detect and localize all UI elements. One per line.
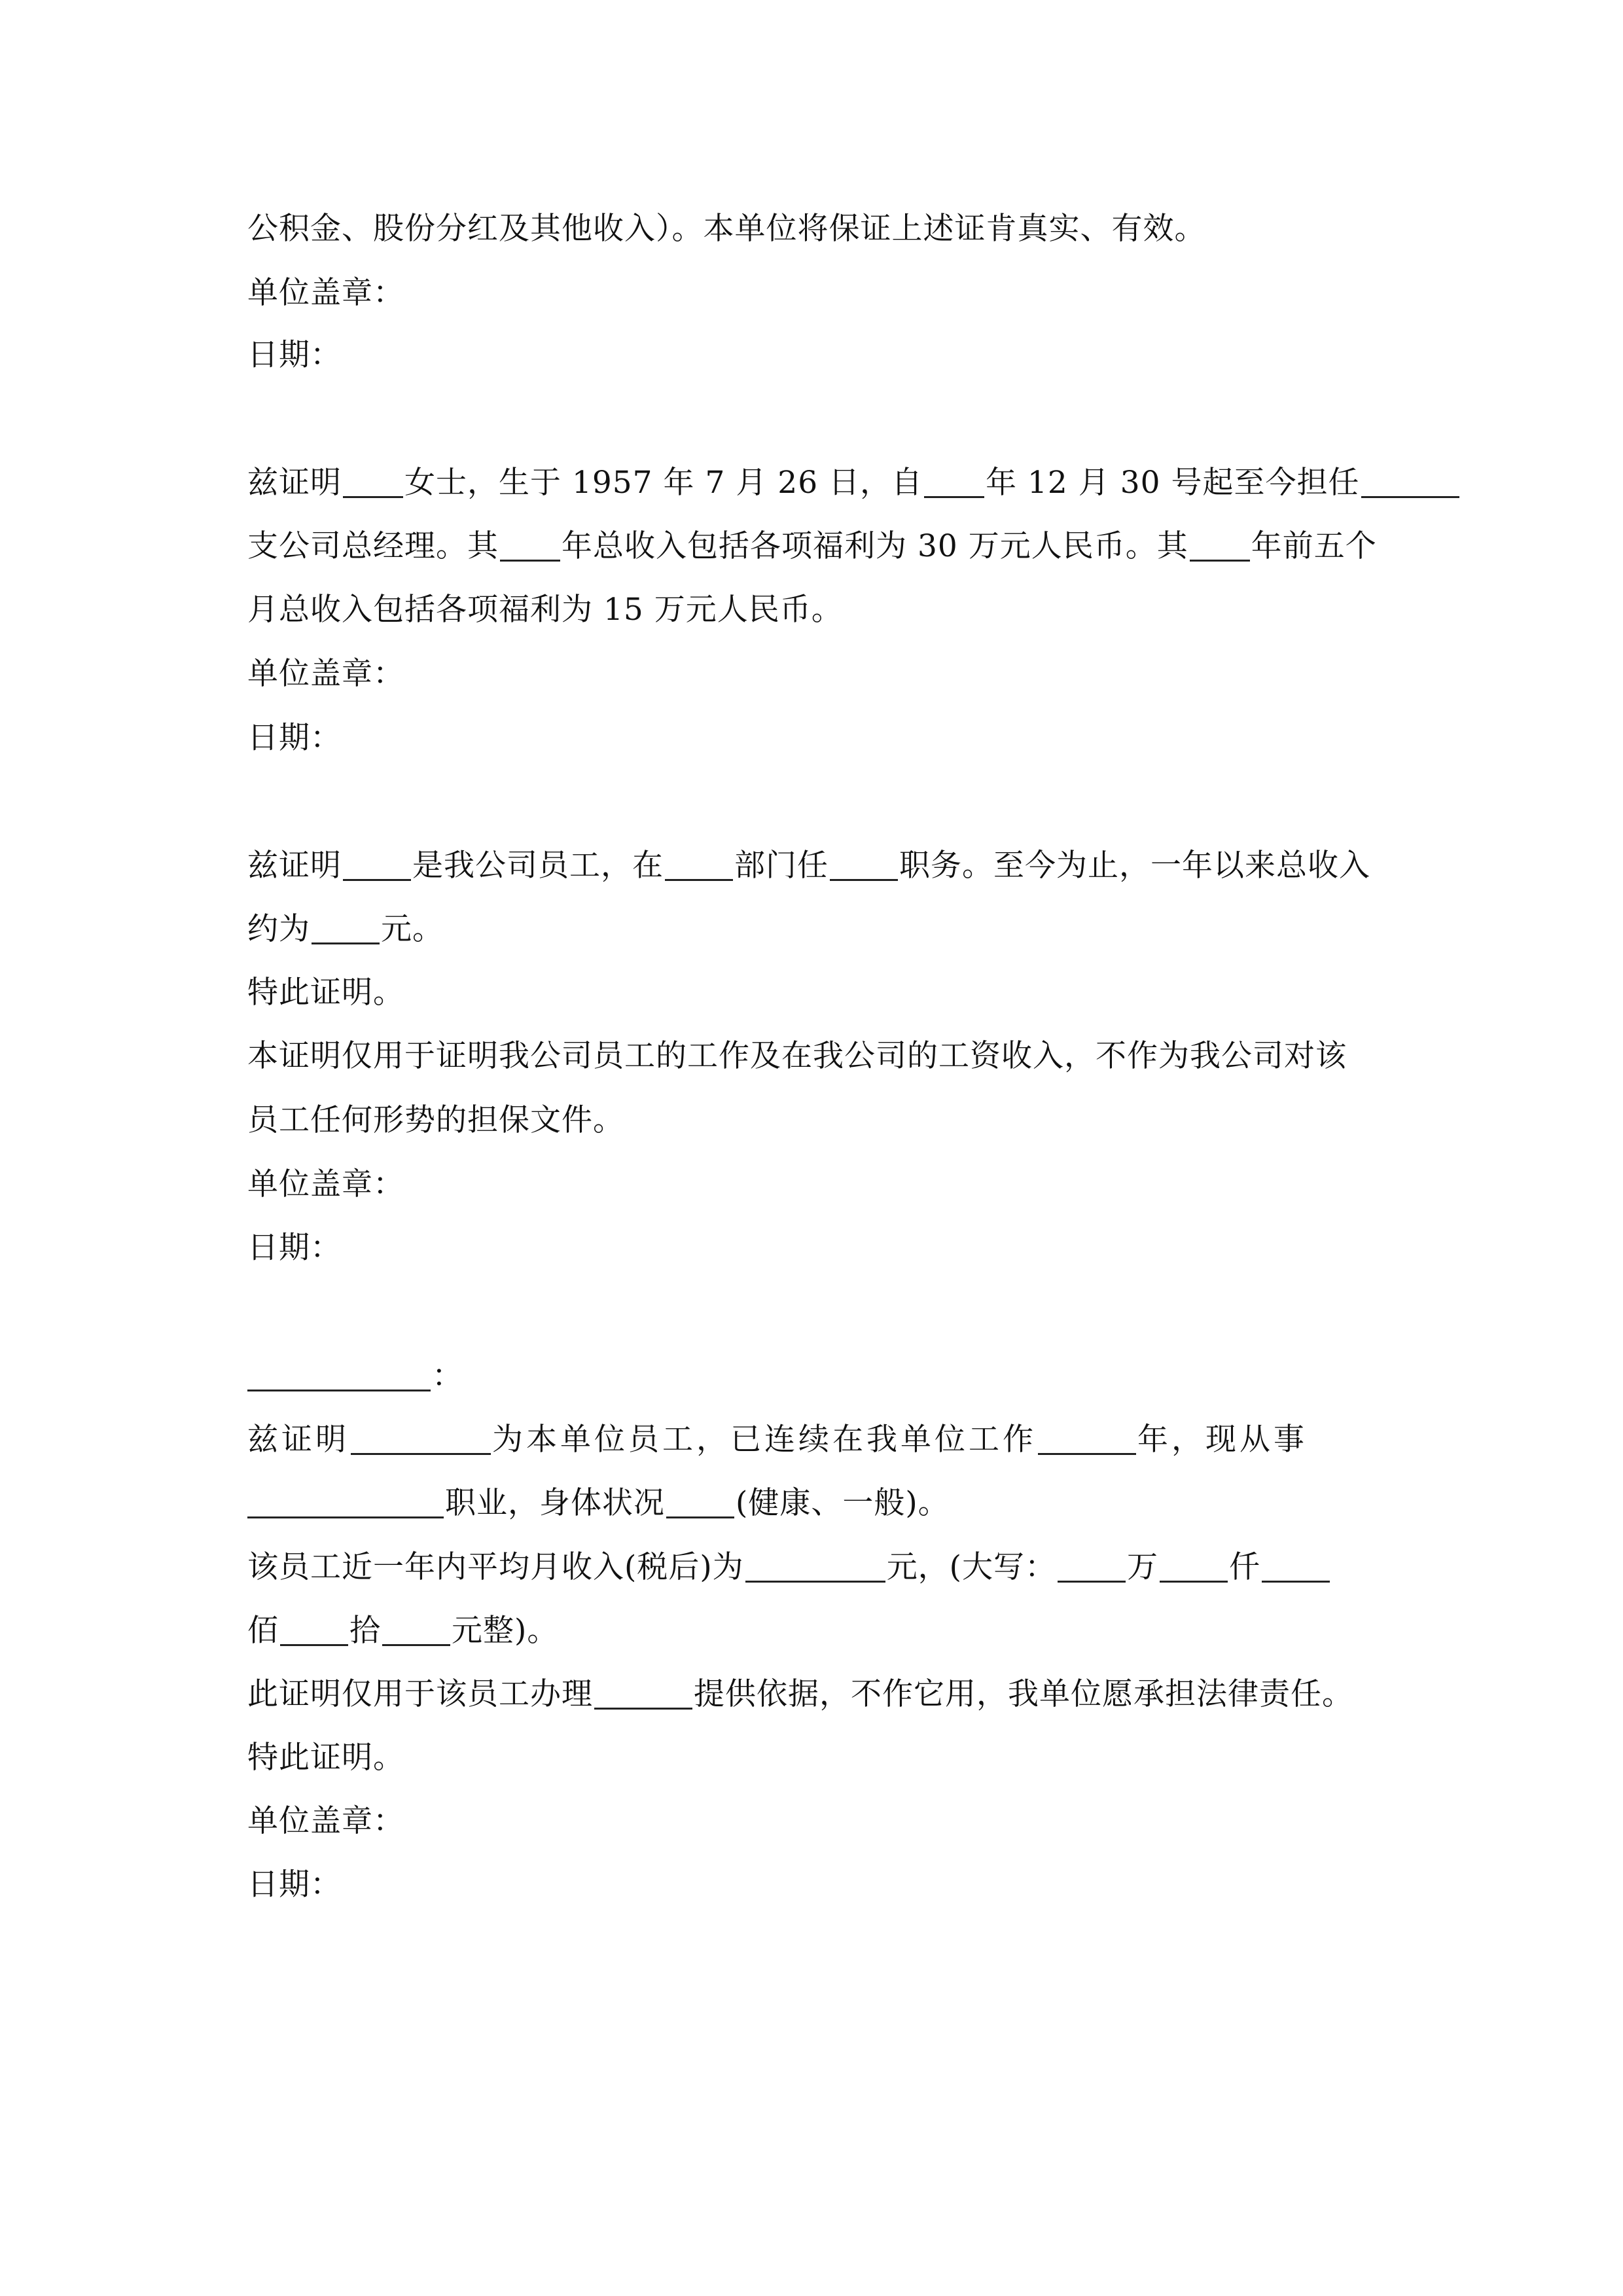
cert2-text: 兹证明 (247, 848, 342, 884)
cert1-line3 (247, 584, 1399, 636)
intro-paragraph (247, 203, 1399, 255)
blank-field (924, 465, 984, 498)
cert3-text: 元整)。 (452, 1613, 559, 1649)
cert1-text: 兹证明 (247, 465, 342, 501)
five-month-income: 15 (603, 592, 644, 628)
cert2-line4 (247, 1030, 1399, 1083)
cert2-text: 部门任 (734, 848, 829, 884)
start-day: 30 (1120, 465, 1161, 501)
cert2-line3 (247, 967, 1399, 1019)
cert1-text: 万元人民币。其 (968, 528, 1188, 564)
cert1-text: 号起至今担任 (1171, 465, 1360, 501)
cert3-seal-line (247, 1795, 1399, 1848)
cert1-text: 年总收入包括各项福利为 (562, 528, 907, 564)
cert1-text: 女士，生于 (404, 465, 562, 501)
cert3-line3 (247, 1541, 1399, 1594)
cert3-date-line (247, 1859, 1399, 1911)
cert1-seal-line (247, 648, 1399, 700)
blank-field (665, 848, 733, 881)
cert3-text: 为本单位员工，已连续在我单位工作 (492, 1422, 1037, 1458)
birth-month: 7 (705, 465, 726, 501)
blank-field (1190, 529, 1250, 562)
seal-label: 单位盖章： (247, 1803, 404, 1839)
blank-field (1361, 465, 1459, 498)
cert3-text: 仟 (1229, 1549, 1261, 1585)
cert3-text: 元，(大写： (886, 1549, 1057, 1585)
cert3-text: 特此证明。 (247, 1740, 404, 1776)
cert3-line2 (247, 1477, 1399, 1530)
cert3-text: (健康、一般)。 (736, 1485, 950, 1521)
date-label: 日期： (247, 1230, 342, 1266)
cert3-text: 佰 (247, 1613, 279, 1649)
cert1-text: 年前五个 (1251, 528, 1377, 564)
cert2-date-line (247, 1222, 1399, 1274)
cert1-line2 (247, 520, 1399, 573)
cert2-text: 员工任何形势的担保文件。 (247, 1102, 624, 1138)
cert3-text: 兹证明 (247, 1422, 349, 1458)
date-label: 日期： (247, 720, 342, 756)
cert1-text: 日，自 (829, 465, 923, 501)
blank-field (745, 1550, 885, 1583)
blank-field (594, 1677, 692, 1710)
cert3-text: 该员工近一年内平均月收入(税后)为 (247, 1549, 744, 1585)
cert3-addressee-line (247, 1350, 1399, 1403)
cert1-text: 万元人民币。 (654, 592, 843, 628)
blank-field (343, 848, 411, 881)
intro-text: 公积金、股份分红及其他收入）。本单位将保证上述证肯真实、有效。 (247, 211, 1206, 247)
cert2-text: 本证明仅用于证明我公司员工的工作及在我公司的工资收入，不作为我公司对该 (247, 1038, 1347, 1074)
blank-field (666, 1486, 734, 1518)
intro-seal-line (247, 267, 1399, 319)
cert3-line4 (247, 1605, 1399, 1657)
cert2-text: 元。 (381, 911, 444, 947)
birth-year: 1957 (571, 465, 653, 501)
seal-label: 单位盖章： (247, 656, 404, 692)
cert3-text: 拾 (349, 1613, 381, 1649)
cert2-text: 是我公司员工，在 (412, 848, 664, 884)
intro-date-line (247, 329, 1399, 382)
cert1-date-line (247, 712, 1399, 764)
blank-field (1262, 1550, 1330, 1583)
cert2-text: 特此证明。 (247, 975, 404, 1011)
cert2-seal-line (247, 1158, 1399, 1211)
blank-field (500, 529, 560, 562)
seal-label: 单位盖章： (247, 275, 404, 311)
start-month: 12 (1027, 465, 1068, 501)
blank-field (1160, 1550, 1228, 1583)
cert1-text: 支公司总经理。其 (247, 528, 499, 564)
cert1-text: 年 (663, 465, 695, 501)
blank-field (280, 1613, 348, 1646)
cert3-text: 此证明仅用于该员工办理 (247, 1676, 593, 1712)
addressee-colon: ： (432, 1358, 463, 1394)
cert2-text: 职务。至今为止，一年以来总收入 (899, 848, 1370, 884)
date-label: 日期： (247, 337, 342, 373)
blank-field (1038, 1422, 1136, 1455)
cert3-line5 (247, 1668, 1399, 1721)
cert3-text: 提供依据，不作它用，我单位愿承担法律责任。 (694, 1676, 1353, 1712)
annual-income: 30 (917, 528, 958, 564)
blank-field (343, 465, 403, 498)
cert3-line6 (247, 1732, 1399, 1784)
cert3-text: 职业，身体状况 (445, 1485, 665, 1521)
cert3-text: 万 (1127, 1549, 1159, 1585)
seal-label: 单位盖章： (247, 1166, 404, 1202)
cert2-line1 (247, 840, 1399, 892)
blank-field (382, 1613, 450, 1646)
cert2-line2 (247, 903, 1399, 956)
cert1-text: 年 (986, 465, 1018, 501)
blank-field (247, 1486, 444, 1518)
blank-field (830, 848, 898, 881)
blank-field (1058, 1550, 1126, 1583)
birth-day: 26 (777, 465, 819, 501)
cert1-text: 月 (736, 465, 768, 501)
cert1-text: 月 (1078, 465, 1110, 501)
cert3-line1 (247, 1414, 1399, 1466)
cert1-line1 (247, 457, 1399, 509)
cert2-line5 (247, 1094, 1399, 1147)
date-label: 日期： (247, 1867, 342, 1903)
cert1-text: 月总收入包括各项福利为 (247, 592, 593, 628)
blank-field (312, 912, 380, 944)
cert3-text: 年，现从事 (1137, 1422, 1308, 1458)
blank-field (247, 1359, 431, 1391)
cert2-text: 约为 (247, 911, 310, 947)
blank-field (351, 1422, 491, 1455)
